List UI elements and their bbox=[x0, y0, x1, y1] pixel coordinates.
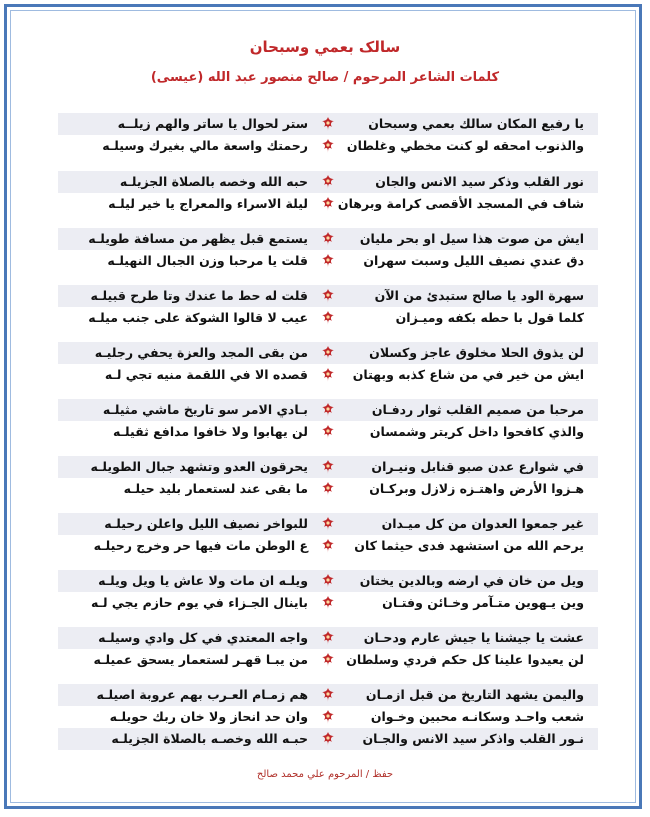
poem-subtitle: كلمات الشاعر المرحوم / صالح منصور عبد الله (عيسى) bbox=[150, 70, 500, 85]
verse-line bbox=[58, 649, 598, 671]
flourish-icon bbox=[320, 573, 336, 589]
verse-first-hemistich: يا رفيع المكان سالك بعمي وسبحان bbox=[368, 116, 584, 131]
flourish-icon bbox=[320, 253, 336, 269]
verse-second-hemistich: من بقى المجد والعزة يحفي رجليـه bbox=[94, 345, 308, 360]
verse-second-hemistich: ما بقى عند لستعمار بليد حيلـه bbox=[123, 481, 308, 496]
verse-line bbox=[58, 364, 598, 386]
verse-line bbox=[58, 570, 598, 592]
verse-second-hemistich: باينال الجـزاء في يوم حازم يجي لـه bbox=[90, 595, 308, 610]
verse-second-hemistich: بـادي الامر سو تاريخ ماشي مثيلـه bbox=[102, 402, 308, 417]
stanza bbox=[58, 399, 598, 443]
flourish-icon bbox=[320, 402, 336, 418]
flourish-icon bbox=[320, 516, 336, 532]
verse-line bbox=[58, 456, 598, 478]
stanza bbox=[58, 570, 598, 614]
verse-second-hemistich: واجه المعتدي في كل وادي وسيلـه bbox=[98, 630, 308, 645]
verse-line bbox=[58, 684, 598, 706]
verse-first-hemistich: نور القلب وذكر سيد الانس والجان bbox=[375, 174, 584, 189]
verse-line bbox=[58, 193, 598, 215]
stanza bbox=[58, 228, 598, 272]
verse-second-hemistich: قلت يا مرحبا وزن الجبال النهيلـه bbox=[107, 253, 308, 268]
verse-first-hemistich: دق عندي نصيف الليل وسبت سهران bbox=[363, 253, 584, 268]
verse-second-hemistich: من يبـا قهـر لستعمار يسحق عميلـه bbox=[93, 652, 308, 667]
verse-second-hemistich: ع الوطن مات فيها حر وخرج رحيلـه bbox=[93, 538, 308, 553]
flourish-icon bbox=[320, 231, 336, 247]
footer-credit: حفظ / المرحوم علي محمد صالح bbox=[256, 769, 394, 780]
flourish-icon bbox=[320, 345, 336, 361]
verse-first-hemistich: هـزوا الأرض واهتـزه زلازل وبركـان bbox=[369, 481, 584, 496]
flourish-icon bbox=[320, 595, 336, 611]
verse-line bbox=[58, 250, 598, 272]
flourish-icon bbox=[320, 424, 336, 440]
flourish-icon bbox=[320, 174, 336, 190]
flourish-icon bbox=[320, 288, 336, 304]
flourish-icon bbox=[320, 196, 336, 212]
verse-first-hemistich: شاف في المسجد الأقصى كرامة وبرهان bbox=[337, 196, 584, 211]
flourish-icon bbox=[320, 481, 336, 497]
flourish-icon bbox=[320, 138, 336, 154]
verse-line bbox=[58, 113, 598, 135]
verse-second-hemistich: وان حد انحاز ولا خان ربك حويلـه bbox=[109, 709, 308, 724]
verse-line bbox=[58, 627, 598, 649]
verse-line bbox=[58, 421, 598, 443]
flourish-icon bbox=[320, 652, 336, 668]
verse-second-hemistich: حبه الله وخصه بالصلاة الجزيلـه bbox=[119, 174, 308, 189]
flourish-icon bbox=[320, 367, 336, 383]
verse-first-hemistich: سهرة الود يا صالح ستبدئ من الآن bbox=[374, 288, 584, 303]
verse-second-hemistich: ستر لحوال يا ساتر والهم زيلــه bbox=[117, 116, 308, 131]
verse-second-hemistich: يحرقون العدو وتشهد جبال الطويلـه bbox=[90, 459, 308, 474]
verse-first-hemistich: والذي كافحوا داخل كريتر وشمسان bbox=[369, 424, 584, 439]
verse-line bbox=[58, 478, 598, 500]
stanza bbox=[58, 171, 598, 215]
flourish-icon bbox=[320, 630, 336, 646]
verse-second-hemistich: ليلة الاسراء والمعراج يا خير ليلـه bbox=[108, 196, 308, 211]
verse-second-hemistich: للبواخر نصيف الليل واعلن رحيلـه bbox=[104, 516, 308, 531]
verse-first-hemistich: ايش من خير في من شاع كذبه وبهتان bbox=[352, 367, 584, 382]
verse-first-hemistich: في شوارع عدن صبو قنابل ونيـران bbox=[371, 459, 584, 474]
verse-first-hemistich: شعب واحـد وسكانـه محبين وخـوان bbox=[370, 709, 584, 724]
verse-first-hemistich: ويل من خان في ارضه وبالدين يختان bbox=[359, 573, 584, 588]
verse-line bbox=[58, 706, 598, 728]
flourish-icon bbox=[320, 116, 336, 132]
stanza bbox=[58, 627, 598, 671]
verse-first-hemistich: عشت يا جيشنا يا جيش عارم ودحـان bbox=[363, 630, 584, 645]
verse-first-hemistich: نـور القلب واذكر سيد الانس والجـان bbox=[362, 731, 584, 746]
verse-second-hemistich: هم زمـام العـرب بهم عروبة اصيلـه bbox=[96, 687, 308, 702]
verse-second-hemistich: عيب لا قالوا الشوكة على جنب ميلـه bbox=[88, 310, 308, 325]
verse-first-hemistich: يرحم الله من استشهد فدى حيثما كان bbox=[354, 538, 584, 553]
verse-second-hemistich: رحمتك واسعة مالي بغيرك وسيلـه bbox=[102, 138, 308, 153]
verse-line bbox=[58, 399, 598, 421]
flourish-icon bbox=[320, 459, 336, 475]
verse-first-hemistich: وين يـهوين متـآمر وخـائن وفتـان bbox=[382, 595, 584, 610]
verse-line bbox=[58, 535, 598, 557]
flourish-icon bbox=[320, 310, 336, 326]
flourish-icon bbox=[320, 687, 336, 703]
verse-second-hemistich: يستمع قبل يظهر من مسافة طويلـه bbox=[88, 231, 308, 246]
flourish-icon bbox=[320, 538, 336, 554]
verse-first-hemistich: واليمن يشهد التاريخ من قبل ازمـان bbox=[365, 687, 584, 702]
stanza bbox=[58, 456, 598, 500]
verse-line bbox=[58, 592, 598, 614]
stanza bbox=[58, 513, 598, 557]
verse-second-hemistich: قصده الا في اللقمة منيه تجي لـه bbox=[104, 367, 308, 382]
flourish-icon bbox=[320, 731, 336, 747]
verse-first-hemistich: والذنوب امحقه لو كنت مخطي وغلطان bbox=[346, 138, 584, 153]
verse-second-hemistich: حبـه الله وخصـه بالصلاة الجزيلـه bbox=[111, 731, 308, 746]
stanza bbox=[58, 684, 598, 750]
verse-line bbox=[58, 171, 598, 193]
verse-first-hemistich: كلما قول با حطه بكفه وميـزان bbox=[395, 310, 584, 325]
verse-line bbox=[58, 307, 598, 329]
verse-first-hemistich: لن يعيدوا علينا كل حكم فردي وسلطان bbox=[346, 652, 584, 667]
verse-first-hemistich: مرحبا من صميم القلب ثوار ردفـان bbox=[371, 402, 584, 417]
verse-line bbox=[58, 513, 598, 535]
verse-line bbox=[58, 285, 598, 307]
verse-first-hemistich: ايش من صوت هذا سيل او بحر مليان bbox=[359, 231, 584, 246]
verse-second-hemistich: قلت له حط ما عندك وتا طرح قبيلـه bbox=[90, 288, 308, 303]
poem-title: سالک بعمي وسبحان bbox=[249, 38, 401, 56]
stanza bbox=[58, 113, 598, 157]
stanza bbox=[58, 285, 598, 329]
verse-second-hemistich: ويلـه ان مات ولا عاش يا ويل ويلـه bbox=[98, 573, 308, 588]
verse-first-hemistich: غير جمعوا العدوان من كل ميـدان bbox=[381, 516, 584, 531]
verse-line bbox=[58, 728, 598, 750]
verse-second-hemistich: لن يهابوا ولا خافوا مدافع ثقيلـه bbox=[113, 424, 308, 439]
verse-line bbox=[58, 228, 598, 250]
flourish-icon bbox=[320, 709, 336, 725]
verse-line bbox=[58, 342, 598, 364]
stanza bbox=[58, 342, 598, 386]
verse-first-hemistich: لن يذوق الحلا مخلوق عاجز وكسلان bbox=[369, 345, 584, 360]
verse-line bbox=[58, 135, 598, 157]
